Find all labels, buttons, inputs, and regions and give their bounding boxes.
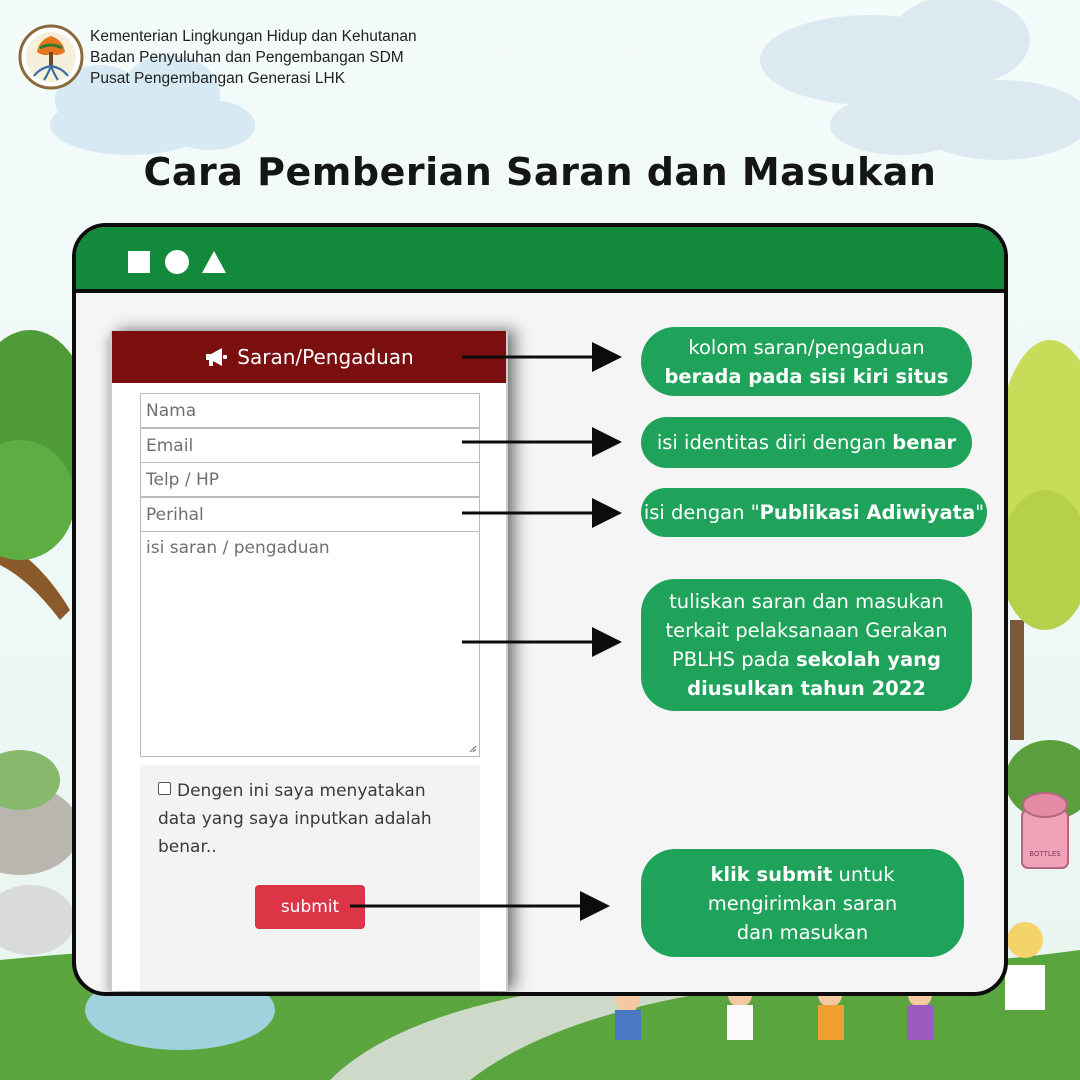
- org-line-ministry: Kementerian Lingkungan Hidup dan Kehutanan: [90, 27, 417, 45]
- feedback-form-panel: [110, 331, 508, 991]
- feedback-form-header[interactable]: [112, 331, 506, 383]
- resize-handle-icon[interactable]: [467, 743, 477, 753]
- callout-5-line2: mengirimkan saran: [707, 891, 898, 915]
- callout-4-line2: terkait pelaksanaan Gerakan: [665, 619, 948, 642]
- consent-row[interactable]: [158, 777, 458, 861]
- callout-2-bold: benar: [892, 431, 957, 454]
- callout-3-close: ": [975, 501, 985, 524]
- callout-feedback: [641, 579, 972, 711]
- square-icon: [128, 251, 150, 273]
- callout-5-line3: dan masukan: [736, 920, 869, 944]
- org-line-agency: Badan Penyuluhan dan Pengembangan SDM: [90, 48, 404, 66]
- klhk-logo-icon: [18, 24, 84, 90]
- submit-button[interactable]: submit: [255, 885, 365, 929]
- organization-names: [90, 26, 417, 89]
- callout-identity: [641, 417, 972, 468]
- feedback-textarea[interactable]: [140, 531, 480, 757]
- page-title: Cara Pemberian Saran dan Masukan: [143, 150, 937, 194]
- callout-1-bold: berada pada sisi kiri situs: [664, 364, 949, 388]
- callout-5-bold: klik submit: [710, 862, 833, 886]
- window-title-bar: [76, 227, 1004, 293]
- phone-input[interactable]: [140, 462, 480, 497]
- organization-header: [18, 24, 417, 90]
- triangle-icon: [202, 251, 226, 273]
- callout-2-text: isi identitas diri dengan: [656, 431, 893, 454]
- callout-4-line1: tuliskan saran dan masukan: [669, 590, 944, 613]
- callout-form-location: [641, 327, 972, 396]
- callout-4-line3-bold: sekolah yang: [796, 648, 941, 671]
- feedback-form-title: Saran/Pengaduan: [237, 345, 414, 369]
- callout-4-line4-bold: diusulkan tahun 2022: [687, 677, 926, 700]
- svg-text:BOTTLES: BOTTLES: [1029, 850, 1061, 858]
- megaphone-icon: [204, 347, 228, 367]
- callout-3-open: isi dengan ": [643, 501, 760, 524]
- callout-1-line: kolom saran/pengaduan: [688, 335, 925, 359]
- cloud-right: [760, 0, 1080, 160]
- email-input[interactable]: [140, 428, 480, 463]
- subject-input[interactable]: [140, 497, 480, 532]
- consent-checkbox[interactable]: [158, 782, 171, 795]
- callout-3-bold: Publikasi Adiwiyata: [759, 501, 976, 524]
- name-input[interactable]: [140, 393, 480, 428]
- bottle-bin: [1022, 793, 1068, 868]
- callout-4-line3: PBLHS pada: [672, 648, 797, 671]
- callout-subject: [641, 488, 987, 537]
- consent-label: Dengen ini saya menyatakan data yang saya inputkan adalah benar..: [158, 781, 432, 857]
- callout-submit: [641, 849, 964, 957]
- callout-5-line1: untuk: [832, 862, 895, 886]
- org-line-center: Pusat Pengembangan Generasi LHK: [90, 69, 346, 87]
- circle-icon: [165, 250, 189, 274]
- consent-section: [140, 765, 480, 991]
